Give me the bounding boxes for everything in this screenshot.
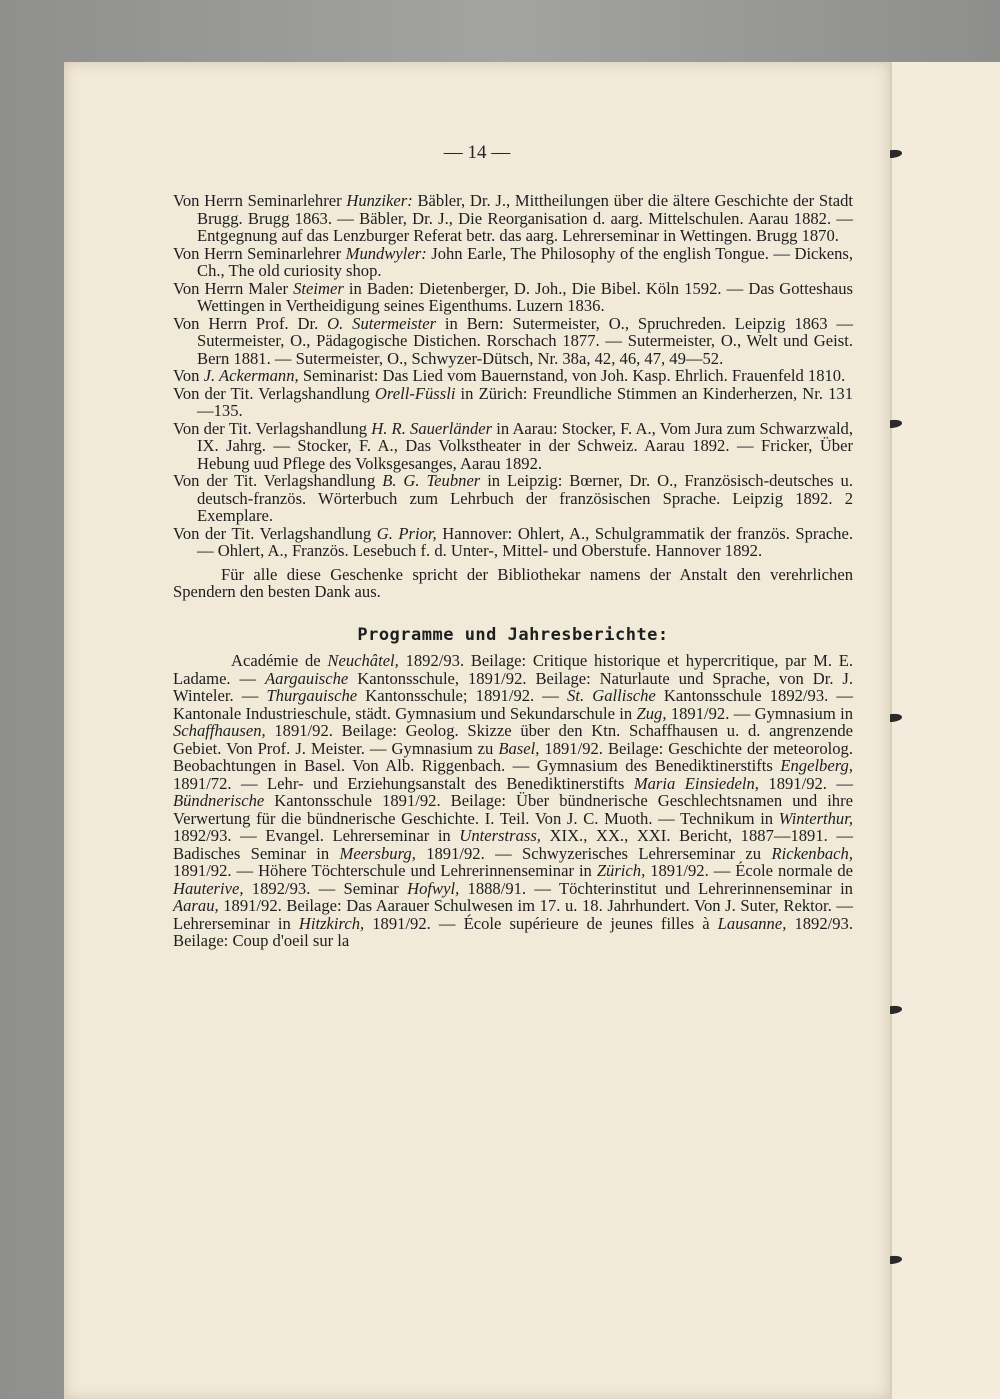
program-text: 1891/92. — École supérieure de jeunes filles à	[364, 913, 718, 933]
donation-text: Bäbler, Dr. J., Mittheilungen über die ältere Geschichte der Stadt Brugg. Brugg 1863. — Bäbler, Dr. J., Die Reorganisation d. aarg. Mittelschulen. Aarau 1882. — Entgegnung auf das Lenzburger Referat betr. das aarg. Lehrerseminar in Wettingen. Brugg 1870.	[197, 191, 853, 245]
donor-name: G. Prior,	[376, 523, 437, 543]
donation-entry	[173, 192, 853, 245]
donation-text: Hannover: Ohlert, A., Schulgrammatik der französ. Sprache. — Ohlert, A., Französ. Lesebuch f. d. Unter-, Mittel- und Oberstufe. Hannover 1892.	[197, 523, 853, 560]
place-name: Maria Einsiedeln,	[633, 773, 759, 793]
place-name: Hauterive,	[173, 878, 244, 898]
donation-text: in Leipzig: Bœrner, Dr. O., Französisch-deutsches u. deutsch-französ. Wörterbuch zum Lehrbuch der französischen Sprache. Leipzig 1892. 2 Exemplare.	[197, 471, 853, 525]
donation-entry	[173, 315, 853, 368]
place-name: Rickenbach,	[771, 843, 853, 863]
program-text: Académie de	[231, 651, 328, 670]
donor-prefix: Von der Tit. Verlagshandlung	[173, 418, 372, 438]
program-text: 1892/93. Beilage: Coup d'oeil sur la	[173, 913, 853, 950]
donor-prefix: Von	[173, 366, 204, 385]
place-name: Basel,	[498, 738, 540, 758]
place-name: Hofwyl,	[407, 878, 460, 898]
donor-prefix: Von Herrn Seminarlehrer	[173, 243, 346, 263]
donation-entry	[173, 525, 853, 560]
donation-text: in Baden: Dietenberger, D. Joh., Die Bibel. Köln 1592. — Das Gotteshaus Wettingen in Vertheidigung seines Eigenthums. Luzern 1836.	[197, 278, 854, 315]
donation-list	[173, 192, 853, 560]
place-name: Lausanne,	[717, 913, 787, 933]
page-content	[173, 192, 853, 950]
donation-entry	[173, 472, 853, 525]
donor-name: Mundwyler:	[345, 243, 427, 263]
place-name: Zürich,	[596, 861, 646, 880]
donor-name: J. Ackermann,	[203, 366, 299, 385]
thanks-paragraph: Für alle diese Geschenke spricht der Bibliothekar namens der Anstalt den verehrlichen Spendern den besten Dank aus.	[173, 564, 853, 601]
book-page	[64, 62, 890, 1399]
program-text: XIX., XX., XXI. Bericht, 1887—1891. — Badisches Seminar in	[173, 826, 853, 863]
place-name: Unterstrass,	[459, 826, 541, 845]
place-name: Aarau,	[173, 896, 219, 915]
program-text: Kantonsschule 1892/93. — Kantonale Industrieschule, städt. Gymnasium und Sekundarschule in	[173, 686, 853, 723]
donation-text: in Bern: Sutermeister, O., Spruchreden. Leipzig 1863 — Sutermeister, O., Pädagogische Distichen. Rorschach 1877. — Sutermeister, O., Welt und Geist. Bern 1881. — Sutermeister, O., Schwyzer-Dütsch, Nr. 38a, 42, 46, 47, 49—52.	[197, 313, 853, 368]
donation-text: John Earle, The Philosophy of the english Tongue. — Dickens, Ch., The old curiosity shop.	[197, 243, 853, 280]
page-number: — 14 —	[443, 142, 511, 163]
program-text: Kantonsschule 1891/92. Beilage: Über bündnerische Geschlechtsnamen und ihre Verwertung für die bündnerische Geschichte. I. Teil. Von J. C. Muoth. — Technikum in	[173, 791, 853, 828]
program-text: 1891/92. —	[758, 773, 853, 793]
donor-prefix: Von Herrn Prof. Dr.	[173, 313, 328, 333]
place-name: Zug,	[636, 703, 667, 723]
place-name: St. Gallische	[567, 686, 656, 705]
place-name: Thurgauische	[266, 686, 358, 705]
place-name: Bündnerische	[173, 791, 265, 810]
place-name: Aargauische	[265, 668, 349, 688]
program-text: 1891/92. Beilage: Geschichte der meteorolog. Beobachtungen in Basel. Von Alb. Riggenbach. — Gymnasium des Benediktinerstifts	[173, 738, 853, 775]
donor-name: Steimer	[293, 278, 344, 298]
program-text: 1892/93. — Evangel. Lehrerseminar in	[173, 826, 460, 845]
program-text: Kantonsschule, 1891/92. Beilage: Naturlaute und Sprache, von Dr. J. Winteler. —	[173, 668, 854, 705]
program-text: Kantonsschule; 1891/92. —	[357, 686, 568, 705]
place-name: Neuchâtel,	[327, 651, 399, 670]
donation-entry	[173, 367, 853, 385]
donor-name: B. G. Teubner	[382, 471, 481, 490]
program-text: 1891/92. Beilage: Das Aarauer Schulwesen im 17. u. 18. Jahrhundert. Von J. Suter, Rektor. — Lehrerseminar in	[173, 896, 853, 933]
donation-entry	[173, 420, 853, 473]
program-text: 1892/93. Beilage: Critique historique et hypercritique, par M. E. Ladame. —	[173, 651, 853, 688]
donation-text: Seminarist: Das Lied vom Bauernstand, von Joh. Kasp. Ehrlich. Frauenfeld 1810.	[298, 366, 846, 385]
donation-entry	[173, 280, 853, 315]
donation-text: in Zürich: Freundliche Stimmen an Kinderherzen, Nr. 131—135.	[197, 383, 854, 420]
facing-page-edge	[890, 62, 1000, 1399]
donor-prefix: Von der Tit. Verlagshandlung	[173, 471, 383, 490]
donor-name: Hunziker:	[346, 191, 413, 210]
program-text: 1891/92. — École normale de	[645, 861, 853, 880]
section-heading: Programme und Jahresberichte:	[357, 624, 669, 645]
place-name: Meersburg,	[339, 843, 416, 863]
place-name: Engelberg,	[780, 756, 853, 775]
program-text: 1891/92. — Höhere Töchterschule und Lehrerinnenseminar in	[173, 861, 597, 880]
donor-name: H. R. Sauerländer	[371, 418, 493, 438]
programs-paragraph	[173, 652, 853, 950]
donation-entry	[173, 245, 853, 280]
donor-name: Orell-Füssli	[374, 383, 456, 403]
donor-prefix: Von der Tit. Verlagshandlung	[173, 523, 377, 543]
place-name: Schaffhausen,	[173, 721, 266, 740]
place-name: Winterthur,	[778, 808, 853, 828]
program-text: 1892/93. — Seminar	[243, 878, 408, 898]
donor-prefix: Von der Tit. Verlagshandlung	[173, 383, 375, 403]
place-name: Hitzkirch,	[298, 913, 365, 933]
program-text: 1891/72. — Lehr- und Erziehungsanstalt des Benediktinerstifts	[173, 773, 634, 793]
program-text: 1891/92. — Schwyzerisches Lehrerseminar zu	[415, 843, 772, 863]
program-text: 1891/92. — Gymnasium in	[666, 703, 853, 723]
donation-text: in Aarau: Stocker, F. A., Vom Jura zum Schwarzwald, IX. Jahrg. — Stocker, F. A., Das Volkstheater in der Schweiz. Aarau 1892. — Fricker, Über Hebung uud Pflege des Volksgesanges, Aarau 1892.	[197, 418, 853, 473]
donor-prefix: Von Herrn Maler	[173, 278, 294, 298]
donation-entry	[173, 385, 853, 420]
donor-prefix: Von Herrn Seminarlehrer	[173, 191, 347, 210]
program-text: 1891/92. Beilage: Geolog. Skizze über den Ktn. Schaffhausen u. d. angrenzende Gebiet. Von Prof. J. Meister. — Gymnasium zu	[173, 721, 853, 758]
donor-name: O. Sutermeister	[327, 313, 437, 333]
program-text: 1888/91. — Töchterinstitut und Lehrerinnenseminar in	[459, 878, 853, 898]
